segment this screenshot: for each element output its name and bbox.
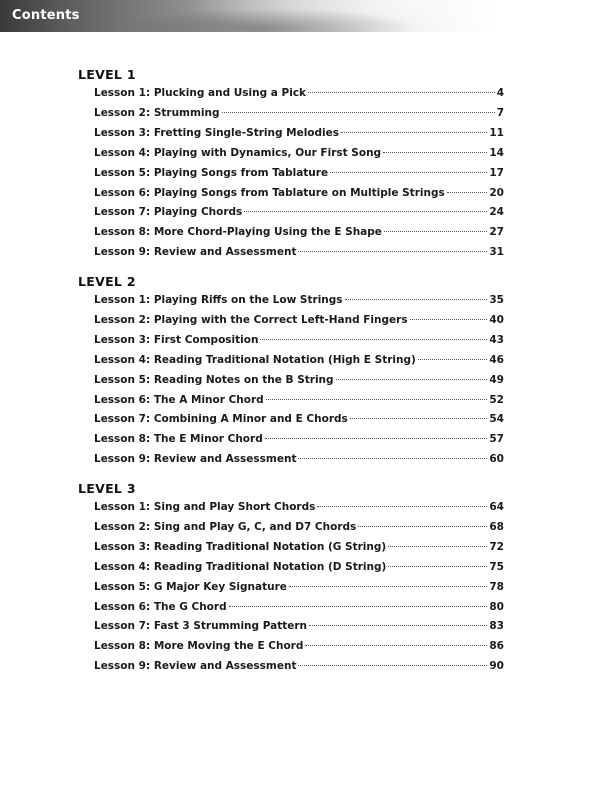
- toc-entry[interactable]: [94, 374, 504, 392]
- dot-leader: [298, 458, 487, 459]
- page-number: 68: [489, 520, 504, 533]
- level-heading: LEVEL 1: [78, 67, 136, 82]
- dot-leader: [298, 665, 487, 666]
- page-number: 86: [489, 640, 504, 653]
- level-heading: LEVEL 2: [78, 274, 136, 289]
- toc-entry[interactable]: [94, 167, 504, 185]
- page-number: 83: [489, 620, 504, 633]
- toc-entry[interactable]: [94, 187, 504, 205]
- lesson-title: Lesson 6: The G Chord: [94, 600, 227, 613]
- dot-leader: [447, 192, 488, 193]
- page-number: 78: [489, 580, 504, 593]
- page-number: 40: [489, 313, 504, 326]
- lesson-title: Lesson 6: The A Minor Chord: [94, 393, 264, 406]
- toc-entry[interactable]: [94, 501, 504, 519]
- lesson-title: Lesson 8: More Chord-Playing Using the E Shape: [94, 226, 382, 239]
- toc-entry[interactable]: [94, 521, 504, 539]
- toc-entry[interactable]: [94, 314, 504, 332]
- toc-entry[interactable]: [94, 640, 504, 658]
- level-heading: LEVEL 3: [78, 481, 136, 496]
- page-number: 46: [489, 353, 504, 366]
- dot-leader: [418, 359, 488, 360]
- toc-entry[interactable]: [94, 147, 504, 165]
- lesson-title: Lesson 4: Playing with Dynamics, Our First Song: [94, 146, 382, 159]
- dot-leader: [222, 112, 495, 113]
- page-number: 20: [489, 186, 504, 199]
- page-number: 4: [496, 87, 504, 99]
- lesson-title: Lesson 3: First Composition: [94, 333, 259, 346]
- lesson-title: Lesson 1: Sing and Play Short Chords: [94, 501, 316, 513]
- toc-entry[interactable]: [94, 246, 504, 264]
- header-banner: [0, 0, 600, 32]
- dot-leader: [266, 399, 488, 400]
- toc-entry[interactable]: [94, 354, 504, 372]
- dot-leader: [350, 418, 488, 419]
- dot-leader: [229, 606, 488, 607]
- dot-leader: [309, 625, 487, 626]
- page-number: 54: [489, 413, 504, 426]
- toc-entry[interactable]: [94, 453, 504, 471]
- page-number: 24: [489, 206, 504, 219]
- toc-entry[interactable]: [94, 127, 504, 145]
- lesson-title: Lesson 5: Playing Songs from Tablature: [94, 166, 329, 179]
- toc-entry[interactable]: [94, 87, 504, 105]
- page-number: 57: [489, 433, 504, 446]
- dot-leader: [308, 92, 495, 93]
- toc-entry[interactable]: [94, 206, 504, 224]
- lesson-title: Lesson 7: Fast 3 Strumming Pattern: [94, 620, 308, 633]
- page-number: 7: [496, 106, 504, 119]
- page-number: 60: [489, 453, 504, 466]
- lesson-title: Lesson 1: Playing Riffs on the Low Strings: [94, 294, 343, 306]
- dot-leader: [383, 152, 487, 153]
- dot-leader: [341, 132, 487, 133]
- lesson-title: Lesson 9: Review and Assessment: [94, 660, 297, 673]
- toc-entry[interactable]: [94, 541, 504, 559]
- lesson-title: Lesson 1: Plucking and Using a Pick: [94, 87, 307, 99]
- page-title: Contents: [12, 8, 80, 23]
- lesson-title: Lesson 2: Playing with the Correct Left-Hand Fingers: [94, 313, 408, 326]
- toc-entry[interactable]: [94, 334, 504, 352]
- page-number: 49: [489, 373, 504, 386]
- page-number: 17: [489, 166, 504, 179]
- toc-entry[interactable]: [94, 433, 504, 451]
- lesson-title: Lesson 5: G Major Key Signature: [94, 580, 287, 593]
- page-number: 72: [489, 540, 504, 553]
- toc-entry[interactable]: [94, 601, 504, 619]
- page-number: 90: [489, 660, 504, 673]
- lesson-title: Lesson 8: The E Minor Chord: [94, 433, 263, 446]
- lesson-title: Lesson 2: Sing and Play G, C, and D7 Chords: [94, 520, 357, 533]
- lesson-title: Lesson 3: Reading Traditional Notation (G String): [94, 540, 387, 553]
- lesson-title: Lesson 5: Reading Notes on the B String: [94, 373, 334, 386]
- toc-entry[interactable]: [94, 561, 504, 579]
- dot-leader: [345, 299, 488, 300]
- page-number: 27: [489, 226, 504, 239]
- lesson-title: Lesson 4: Reading Traditional Notation (D String): [94, 560, 387, 573]
- lesson-title: Lesson 8: More Moving the E Chord: [94, 640, 304, 653]
- dot-leader: [384, 231, 487, 232]
- dot-leader: [298, 251, 487, 252]
- dot-leader: [358, 526, 487, 527]
- toc-entry[interactable]: [94, 394, 504, 412]
- lesson-title: Lesson 4: Reading Traditional Notation (High E String): [94, 353, 416, 366]
- dot-leader: [336, 379, 488, 380]
- lesson-title: Lesson 7: Playing Chords: [94, 206, 243, 219]
- page-number: 64: [489, 501, 504, 513]
- page-number: 35: [489, 294, 504, 306]
- lesson-title: Lesson 9: Review and Assessment: [94, 246, 297, 259]
- lesson-title: Lesson 3: Fretting Single-String Melodies: [94, 126, 340, 139]
- page-number: 75: [489, 560, 504, 573]
- toc-entry[interactable]: [94, 581, 504, 599]
- toc-entry[interactable]: [94, 226, 504, 244]
- dot-leader: [388, 566, 487, 567]
- dot-leader: [244, 211, 487, 212]
- page-number: 52: [489, 393, 504, 406]
- toc-entry[interactable]: [94, 413, 504, 431]
- dot-leader: [388, 546, 487, 547]
- page-number: 43: [489, 333, 504, 346]
- dot-leader: [330, 172, 487, 173]
- toc-entry[interactable]: [94, 660, 504, 678]
- dot-leader: [289, 586, 487, 587]
- lesson-title: Lesson 2: Strumming: [94, 106, 220, 119]
- dot-leader: [260, 339, 487, 340]
- dot-leader: [410, 319, 488, 320]
- dot-leader: [265, 438, 488, 439]
- lesson-title: Lesson 7: Combining A Minor and E Chords: [94, 413, 348, 426]
- toc-entry[interactable]: [94, 294, 504, 312]
- page-number: 31: [489, 246, 504, 259]
- dot-leader: [305, 645, 487, 646]
- toc-entry[interactable]: [94, 620, 504, 638]
- page-number: 14: [489, 146, 504, 159]
- toc-entry[interactable]: [94, 107, 504, 125]
- lesson-title: Lesson 6: Playing Songs from Tablature on Multiple Strings: [94, 186, 445, 199]
- lesson-title: Lesson 9: Review and Assessment: [94, 453, 297, 466]
- dot-leader: [317, 506, 487, 507]
- page-number: 11: [489, 126, 504, 139]
- page-number: 80: [489, 600, 504, 613]
